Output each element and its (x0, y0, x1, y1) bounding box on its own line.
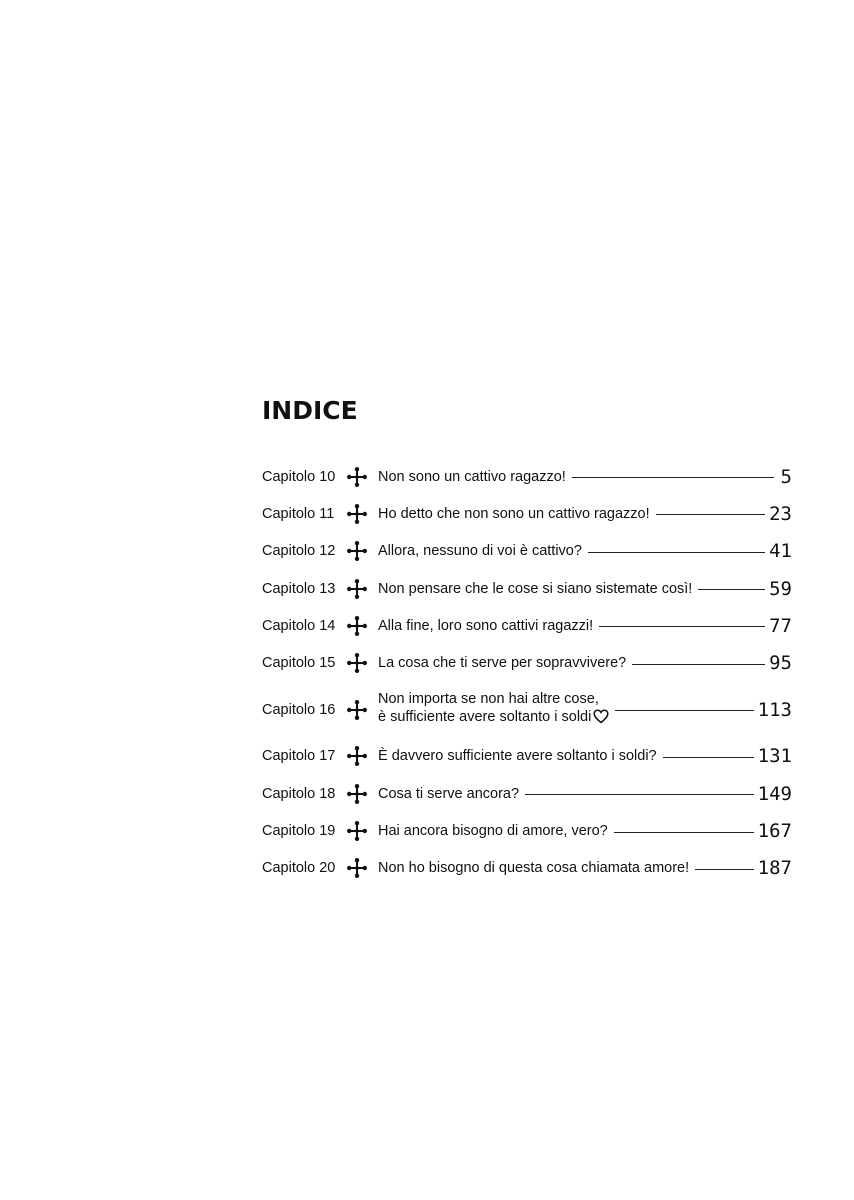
table-of-contents (262, 458, 792, 887)
cross-ornament-icon (344, 615, 378, 637)
chapter-title: Cosa ti serve ancora? (378, 785, 520, 802)
chapter-title: Allora, nessuno di voi è cattivo? (378, 543, 582, 560)
cross-ornament-icon (344, 466, 378, 488)
chapter-label: Capitolo 14 (262, 617, 336, 634)
toc-entry-15 (262, 644, 792, 681)
dot-leader (588, 552, 765, 553)
chapter-title: La cosa che ti serve per sopravvivere? (378, 655, 627, 672)
dot-leader (599, 626, 765, 627)
dot-leader (615, 710, 753, 711)
toc-entry-12 (262, 533, 792, 570)
chapter-label: Capitolo 17 (262, 748, 336, 765)
page-number: 167 (757, 820, 792, 843)
toc-entry-14 (262, 607, 792, 644)
chapter-title: Non ho bisogno di questa cosa chiamata amore! (378, 860, 690, 877)
chapter-label: Capitolo 11 (262, 505, 335, 522)
chapter-title-line-2 (378, 708, 609, 729)
chapter-title: Hai ancora bisogno di amore, vero? (378, 823, 608, 840)
cross-ornament-icon (344, 745, 378, 767)
page-number: 77 (769, 614, 792, 637)
chapter-label: Capitolo 13 (262, 580, 336, 597)
toc-entry-11 (262, 495, 792, 532)
cross-ornament-icon (344, 699, 378, 721)
heart-outline-icon (593, 709, 609, 729)
page-number: 41 (769, 540, 792, 563)
page-number: 131 (757, 745, 792, 768)
page-number: 95 (769, 652, 792, 675)
chapter-label: Capitolo 18 (262, 785, 336, 802)
chapter-label: Capitolo 20 (262, 860, 336, 877)
cross-ornament-icon (344, 578, 378, 600)
dot-leader (698, 589, 765, 590)
cross-ornament-icon (344, 783, 378, 805)
toc-entry-19 (262, 812, 792, 849)
dot-leader (656, 514, 765, 515)
chapter-title-line-1: Non importa se non hai altre cose, (378, 691, 599, 708)
dot-leader (572, 477, 774, 478)
page-number: 59 (769, 577, 792, 600)
chapter-label: Capitolo 16 (262, 701, 336, 718)
page-number: 113 (757, 698, 792, 721)
cross-ornament-icon (344, 503, 378, 525)
toc-entry-13 (262, 570, 792, 607)
cross-ornament-icon (344, 652, 378, 674)
chapter-title: Alla fine, loro sono cattivi ragazzi! (378, 617, 594, 634)
toc-entry-17 (262, 738, 792, 775)
toc-entry-16 (262, 682, 792, 738)
page-number: 5 (780, 465, 792, 488)
toc-entry-10 (262, 458, 792, 495)
toc-entry-18 (262, 775, 792, 812)
chapter-title: Ho detto che non sono un cattivo ragazzo! (378, 505, 650, 522)
chapter-label: Capitolo 10 (262, 468, 336, 485)
chapter-label: Capitolo 12 (262, 543, 336, 560)
toc-entry-20 (262, 850, 792, 887)
dot-leader (632, 664, 765, 665)
chapter-title-line-2-text: è sufficiente avere soltanto i soldi (378, 709, 592, 726)
chapter-title: Non sono un cattivo ragazzo! (378, 468, 566, 485)
cross-ornament-icon (344, 540, 378, 562)
chapter-title: È davvero sufficiente avere soltanto i soldi? (378, 748, 657, 765)
page-title: INDICE (262, 396, 358, 425)
dot-leader (663, 757, 754, 758)
chapter-title: Non pensare che le cose si siano sistemate così! (378, 580, 693, 597)
chapter-label: Capitolo 19 (262, 823, 336, 840)
cross-ornament-icon (344, 820, 378, 842)
page-number: 187 (757, 857, 792, 880)
dot-leader (695, 869, 754, 870)
chapter-title (378, 690, 609, 729)
page-number: 23 (769, 502, 792, 525)
dot-leader (614, 832, 754, 833)
dot-leader (525, 794, 754, 795)
page-number: 149 (757, 782, 792, 805)
chapter-label: Capitolo 15 (262, 655, 336, 672)
cross-ornament-icon (344, 857, 378, 879)
